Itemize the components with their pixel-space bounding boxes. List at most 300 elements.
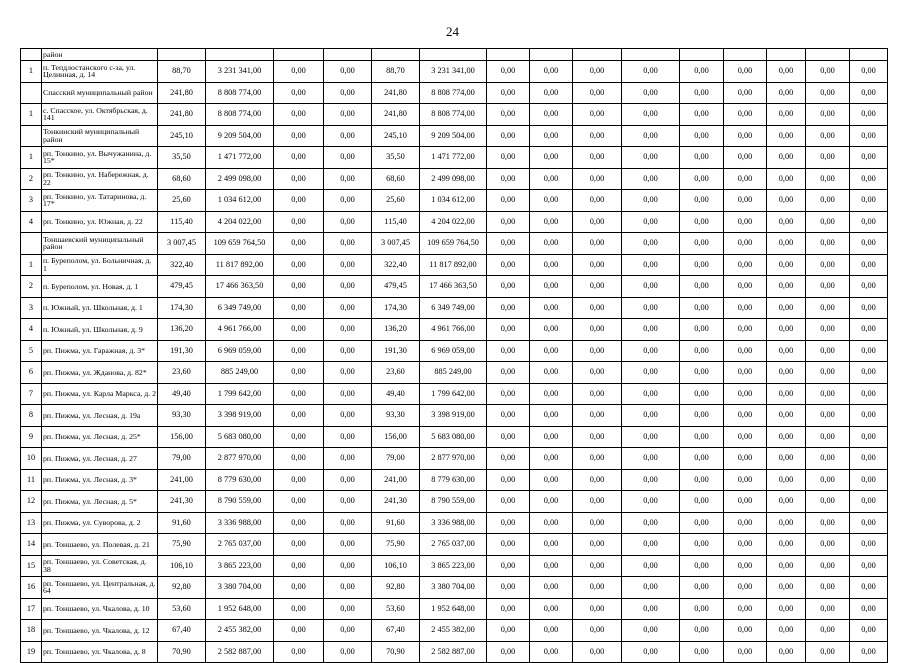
address-cell: Тоншаевский муниципальный район [42, 233, 158, 255]
value-cell: 0,00 [724, 319, 767, 341]
value-cell: 0,00 [767, 362, 806, 384]
value-cell: 0,00 [806, 276, 850, 298]
value-cell: 0,00 [806, 233, 850, 255]
value-cell: 0,00 [724, 104, 767, 126]
value-cell: 0,00 [850, 426, 888, 448]
value-cell: 11 817 892,00 [206, 254, 274, 276]
value-cell: 0,00 [530, 598, 573, 620]
value-cell: 3 231 341,00 [420, 61, 487, 83]
table-row [21, 211, 888, 233]
row-number-cell: 17 [21, 598, 42, 620]
value-cell: 2 765 037,00 [206, 534, 274, 556]
value-cell: 8 808 774,00 [206, 82, 274, 104]
value-cell: 0,00 [767, 319, 806, 341]
value-cell: 3 380 704,00 [206, 577, 274, 599]
table-row [21, 577, 888, 599]
table-row [21, 340, 888, 362]
value-cell: 245,10 [158, 125, 206, 147]
value-cell: 0,00 [573, 254, 622, 276]
value-cell: 6 349 749,00 [206, 297, 274, 319]
value-cell: 0,00 [767, 426, 806, 448]
value-cell: 0,00 [850, 340, 888, 362]
value-cell: 0,00 [573, 340, 622, 362]
value-cell: 0,00 [806, 147, 850, 169]
value-cell: 0,00 [724, 491, 767, 513]
address-cell: Спасский муниципальный район [42, 82, 158, 104]
value-cell: 0,00 [622, 233, 680, 255]
value-cell: 0,00 [806, 491, 850, 513]
value-cell: 0,00 [622, 641, 680, 663]
value-cell: 0,00 [530, 555, 573, 577]
table-row [21, 82, 888, 104]
address-cell: рп. Пижма, ул. Лесная, д. 27 [42, 448, 158, 470]
value-cell: 0,00 [806, 61, 850, 83]
value-cell: 0,00 [724, 276, 767, 298]
row-number-cell: 8 [21, 405, 42, 427]
value-cell: 0,00 [274, 147, 324, 169]
row-number-cell: 13 [21, 512, 42, 534]
value-cell: 0,00 [487, 491, 530, 513]
value-cell: 49,40 [372, 383, 420, 405]
value-cell: 0,00 [622, 297, 680, 319]
value-cell: 241,80 [158, 104, 206, 126]
table-row [21, 534, 888, 556]
value-cell: 0,00 [724, 362, 767, 384]
value-cell: 0,00 [324, 233, 372, 255]
value-cell: 0,00 [487, 362, 530, 384]
table-row [21, 469, 888, 491]
value-cell: 0,00 [573, 233, 622, 255]
value-cell: 3 007,45 [158, 233, 206, 255]
value-cell [324, 49, 372, 61]
address-cell: п. Южный, ул. Школьная, д. 9 [42, 319, 158, 341]
value-cell: 0,00 [274, 82, 324, 104]
value-cell: 0,00 [573, 641, 622, 663]
address-cell: рп. Тоншаево, ул. Полевая, д. 21 [42, 534, 158, 556]
value-cell: 0,00 [487, 125, 530, 147]
row-number-cell: 14 [21, 534, 42, 556]
value-cell: 0,00 [487, 577, 530, 599]
value-cell: 0,00 [680, 491, 724, 513]
value-cell: 0,00 [530, 297, 573, 319]
address-cell: рп. Тонкино, ул. Набережная, д. 22 [42, 168, 158, 190]
value-cell: 70,90 [372, 641, 420, 663]
value-cell: 0,00 [622, 319, 680, 341]
value-cell: 0,00 [767, 82, 806, 104]
value-cell: 0,00 [680, 534, 724, 556]
value-cell: 0,00 [850, 276, 888, 298]
value-cell: 0,00 [324, 319, 372, 341]
value-cell: 5 683 080,00 [206, 426, 274, 448]
value-cell: 191,30 [372, 340, 420, 362]
value-cell: 0,00 [724, 534, 767, 556]
value-cell: 0,00 [806, 340, 850, 362]
value-cell [573, 49, 622, 61]
value-cell: 6 969 059,00 [206, 340, 274, 362]
value-cell: 0,00 [850, 641, 888, 663]
value-cell: 0,00 [806, 405, 850, 427]
value-cell: 88,70 [372, 61, 420, 83]
value-cell: 0,00 [850, 211, 888, 233]
value-cell: 0,00 [806, 598, 850, 620]
value-cell: 0,00 [530, 340, 573, 362]
value-cell: 0,00 [487, 620, 530, 642]
value-cell: 0,00 [724, 405, 767, 427]
value-cell: 0,00 [622, 147, 680, 169]
row-number-cell [21, 125, 42, 147]
value-cell: 0,00 [573, 426, 622, 448]
value-cell: 3 380 704,00 [420, 577, 487, 599]
value-cell: 0,00 [274, 555, 324, 577]
value-cell: 0,00 [680, 319, 724, 341]
value-cell: 6 969 059,00 [420, 340, 487, 362]
value-cell: 4 961 766,00 [206, 319, 274, 341]
value-cell: 0,00 [324, 555, 372, 577]
value-cell: 0,00 [274, 276, 324, 298]
value-cell: 0,00 [573, 168, 622, 190]
value-cell: 0,00 [680, 125, 724, 147]
value-cell: 0,00 [680, 147, 724, 169]
value-cell: 0,00 [680, 276, 724, 298]
value-cell: 0,00 [850, 233, 888, 255]
value-cell: 75,90 [372, 534, 420, 556]
value-cell: 0,00 [487, 534, 530, 556]
value-cell: 0,00 [324, 405, 372, 427]
value-cell: 0,00 [806, 469, 850, 491]
value-cell: 0,00 [806, 82, 850, 104]
value-cell: 0,00 [573, 276, 622, 298]
value-cell: 322,40 [158, 254, 206, 276]
value-cell: 0,00 [767, 276, 806, 298]
value-cell: 136,20 [158, 319, 206, 341]
value-cell: 0,00 [850, 491, 888, 513]
value-cell: 0,00 [806, 319, 850, 341]
page-number: 24 [446, 24, 459, 39]
table-row [21, 491, 888, 513]
value-cell: 0,00 [767, 254, 806, 276]
value-cell: 245,10 [372, 125, 420, 147]
value-cell [372, 49, 420, 61]
value-cell: 0,00 [530, 383, 573, 405]
housing-program-table [20, 48, 888, 663]
value-cell: 68,60 [372, 168, 420, 190]
value-cell: 0,00 [487, 512, 530, 534]
value-cell: 0,00 [724, 641, 767, 663]
value-cell: 0,00 [487, 426, 530, 448]
value-cell: 109 659 764,50 [206, 233, 274, 255]
value-cell: 174,30 [158, 297, 206, 319]
value-cell: 0,00 [724, 168, 767, 190]
value-cell: 92,80 [158, 577, 206, 599]
value-cell: 0,00 [850, 297, 888, 319]
row-number-cell [21, 49, 42, 61]
value-cell: 0,00 [680, 426, 724, 448]
value-cell: 0,00 [806, 448, 850, 470]
address-cell: рп. Пижма, ул. Лесная, д. 25* [42, 426, 158, 448]
value-cell: 0,00 [680, 297, 724, 319]
value-cell: 0,00 [767, 147, 806, 169]
value-cell: 0,00 [573, 555, 622, 577]
address-cell: п. Южный, ул. Школьная, д. 1 [42, 297, 158, 319]
value-cell: 93,30 [372, 405, 420, 427]
row-number-cell: 4 [21, 211, 42, 233]
value-cell: 0,00 [487, 82, 530, 104]
value-cell: 8 790 559,00 [206, 491, 274, 513]
value-cell [206, 49, 274, 61]
value-cell: 0,00 [680, 104, 724, 126]
address-cell: рп. Тонкино, ул. Южная, д. 22 [42, 211, 158, 233]
value-cell: 0,00 [680, 340, 724, 362]
value-cell: 0,00 [274, 61, 324, 83]
value-cell: 0,00 [767, 491, 806, 513]
value-cell: 0,00 [274, 491, 324, 513]
value-cell: 109 659 764,50 [420, 233, 487, 255]
value-cell: 9 209 504,00 [206, 125, 274, 147]
value-cell: 0,00 [850, 168, 888, 190]
value-cell: 0,00 [850, 534, 888, 556]
value-cell: 0,00 [573, 405, 622, 427]
value-cell: 0,00 [274, 233, 324, 255]
value-cell: 0,00 [724, 61, 767, 83]
address-cell: Тонкинский муниципальный район [42, 125, 158, 147]
value-cell: 0,00 [724, 297, 767, 319]
value-cell [274, 49, 324, 61]
address-cell: рп. Пижма, ул. Карла Маркса, д. 2 [42, 383, 158, 405]
value-cell: 0,00 [850, 362, 888, 384]
value-cell: 0,00 [724, 254, 767, 276]
value-cell: 0,00 [573, 211, 622, 233]
table-row [21, 297, 888, 319]
value-cell: 0,00 [274, 512, 324, 534]
value-cell: 0,00 [573, 534, 622, 556]
value-cell: 0,00 [850, 147, 888, 169]
row-number-cell: 6 [21, 362, 42, 384]
value-cell: 0,00 [324, 190, 372, 212]
value-cell: 0,00 [274, 168, 324, 190]
value-cell: 0,00 [680, 598, 724, 620]
row-number-cell: 18 [21, 620, 42, 642]
value-cell: 0,00 [274, 319, 324, 341]
value-cell: 25,60 [158, 190, 206, 212]
value-cell: 79,00 [372, 448, 420, 470]
row-number-cell: 9 [21, 426, 42, 448]
value-cell: 0,00 [530, 512, 573, 534]
value-cell: 115,40 [372, 211, 420, 233]
value-cell: 0,00 [622, 426, 680, 448]
value-cell: 0,00 [680, 469, 724, 491]
value-cell: 0,00 [274, 534, 324, 556]
value-cell [530, 49, 573, 61]
value-cell: 0,00 [573, 297, 622, 319]
value-cell [158, 49, 206, 61]
value-cell: 0,00 [622, 469, 680, 491]
address-cell: рп. Пижма, ул. Суворова, д. 2 [42, 512, 158, 534]
value-cell: 0,00 [324, 577, 372, 599]
value-cell: 0,00 [767, 534, 806, 556]
value-cell: 0,00 [767, 168, 806, 190]
table-row [21, 104, 888, 126]
value-cell: 0,00 [680, 82, 724, 104]
row-number-cell: 12 [21, 491, 42, 513]
value-cell: 0,00 [850, 469, 888, 491]
value-cell: 0,00 [724, 125, 767, 147]
value-cell: 5 683 080,00 [420, 426, 487, 448]
value-cell: 0,00 [324, 598, 372, 620]
value-cell: 0,00 [724, 190, 767, 212]
value-cell: 0,00 [324, 168, 372, 190]
value-cell: 0,00 [806, 254, 850, 276]
value-cell: 0,00 [850, 125, 888, 147]
value-cell: 0,00 [622, 61, 680, 83]
table-row [21, 168, 888, 190]
value-cell: 8 779 630,00 [206, 469, 274, 491]
value-cell: 0,00 [530, 405, 573, 427]
value-cell: 0,00 [622, 448, 680, 470]
value-cell: 0,00 [530, 190, 573, 212]
value-cell: 0,00 [573, 577, 622, 599]
value-cell: 0,00 [767, 297, 806, 319]
row-number-cell: 7 [21, 383, 42, 405]
value-cell: 0,00 [573, 104, 622, 126]
value-cell: 0,00 [324, 276, 372, 298]
value-cell: 0,00 [767, 125, 806, 147]
value-cell: 0,00 [530, 233, 573, 255]
row-number-cell: 19 [21, 641, 42, 663]
value-cell: 0,00 [622, 104, 680, 126]
table-row [21, 61, 888, 83]
value-cell: 0,00 [530, 211, 573, 233]
value-cell: 0,00 [767, 598, 806, 620]
value-cell: 0,00 [324, 448, 372, 470]
value-cell: 0,00 [850, 555, 888, 577]
value-cell: 0,00 [680, 254, 724, 276]
value-cell: 0,00 [724, 469, 767, 491]
value-cell: 0,00 [724, 147, 767, 169]
value-cell: 0,00 [806, 362, 850, 384]
value-cell: 0,00 [274, 254, 324, 276]
table-row [21, 254, 888, 276]
value-cell: 68,60 [158, 168, 206, 190]
value-cell: 0,00 [767, 383, 806, 405]
value-cell: 0,00 [850, 319, 888, 341]
value-cell: 0,00 [767, 340, 806, 362]
value-cell: 3 865 223,00 [206, 555, 274, 577]
value-cell: 0,00 [274, 190, 324, 212]
table-row [21, 598, 888, 620]
value-cell: 0,00 [767, 577, 806, 599]
value-cell: 0,00 [767, 233, 806, 255]
value-cell: 0,00 [573, 491, 622, 513]
value-cell: 0,00 [530, 620, 573, 642]
value-cell: 93,30 [158, 405, 206, 427]
table-row [21, 190, 888, 212]
value-cell: 0,00 [622, 405, 680, 427]
value-cell: 0,00 [850, 405, 888, 427]
value-cell: 0,00 [530, 147, 573, 169]
value-cell: 3 336 988,00 [420, 512, 487, 534]
row-number-cell [21, 233, 42, 255]
value-cell: 0,00 [767, 61, 806, 83]
address-cell: рп. Пижма, ул. Жданова, д. 82* [42, 362, 158, 384]
value-cell: 0,00 [806, 383, 850, 405]
value-cell: 0,00 [622, 577, 680, 599]
row-number-cell: 1 [21, 147, 42, 169]
value-cell [850, 49, 888, 61]
value-cell [680, 49, 724, 61]
value-cell: 79,00 [158, 448, 206, 470]
value-cell: 156,00 [158, 426, 206, 448]
address-cell: рп. Пижма, ул. Лесная, д. 19а [42, 405, 158, 427]
value-cell: 0,00 [573, 469, 622, 491]
table-row [21, 641, 888, 663]
value-cell: 0,00 [530, 319, 573, 341]
value-cell: 0,00 [487, 147, 530, 169]
value-cell: 53,60 [372, 598, 420, 620]
value-cell [622, 49, 680, 61]
value-cell: 0,00 [530, 61, 573, 83]
value-cell: 241,80 [372, 82, 420, 104]
value-cell: 2 877 970,00 [206, 448, 274, 470]
value-cell: 4 204 022,00 [206, 211, 274, 233]
value-cell: 0,00 [850, 620, 888, 642]
value-cell: 0,00 [530, 254, 573, 276]
table-row [21, 276, 888, 298]
table-row [21, 620, 888, 642]
value-cell: 0,00 [806, 426, 850, 448]
value-cell: 3 398 919,00 [206, 405, 274, 427]
value-cell: 3 231 341,00 [206, 61, 274, 83]
value-cell: 0,00 [487, 168, 530, 190]
value-cell: 0,00 [324, 491, 372, 513]
value-cell: 0,00 [530, 104, 573, 126]
value-cell: 0,00 [274, 641, 324, 663]
value-cell: 23,60 [158, 362, 206, 384]
table-row [21, 555, 888, 577]
value-cell [420, 49, 487, 61]
value-cell: 0,00 [806, 168, 850, 190]
value-cell: 0,00 [724, 448, 767, 470]
value-cell: 0,00 [850, 104, 888, 126]
value-cell: 0,00 [622, 190, 680, 212]
value-cell: 0,00 [850, 512, 888, 534]
value-cell: 0,00 [767, 211, 806, 233]
value-cell: 8 808 774,00 [206, 104, 274, 126]
value-cell: 0,00 [324, 362, 372, 384]
value-cell: 2 765 037,00 [420, 534, 487, 556]
value-cell: 1 034 612,00 [206, 190, 274, 212]
table-body [21, 49, 888, 663]
value-cell: 0,00 [530, 276, 573, 298]
value-cell: 0,00 [806, 297, 850, 319]
value-cell: 0,00 [724, 340, 767, 362]
table-row [21, 405, 888, 427]
value-cell: 0,00 [487, 469, 530, 491]
value-cell: 0,00 [487, 340, 530, 362]
value-cell: 0,00 [622, 168, 680, 190]
address-cell: п. Буреполом, ул. Новая, д. 1 [42, 276, 158, 298]
value-cell: 91,60 [372, 512, 420, 534]
value-cell: 0,00 [622, 598, 680, 620]
value-cell: 1 799 642,00 [420, 383, 487, 405]
value-cell: 0,00 [806, 555, 850, 577]
value-cell: 241,00 [372, 469, 420, 491]
value-cell: 191,30 [158, 340, 206, 362]
row-number-cell: 2 [21, 168, 42, 190]
value-cell: 0,00 [324, 512, 372, 534]
value-cell: 0,00 [767, 104, 806, 126]
row-number-cell: 3 [21, 297, 42, 319]
value-cell: 0,00 [680, 641, 724, 663]
